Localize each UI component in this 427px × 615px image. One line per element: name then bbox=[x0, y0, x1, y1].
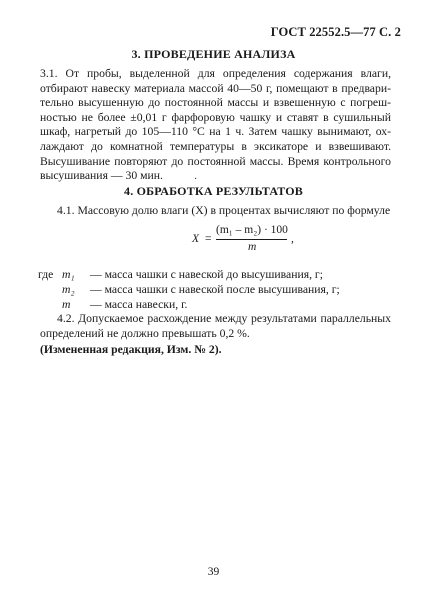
paragraph-line: отбирают навеску материала массой 40—50 г, помещают в предвари- bbox=[40, 81, 391, 95]
document-reference: ГОСТ 22552.5—77 С. 2 bbox=[270, 25, 401, 39]
definition-symbol: m₁ bbox=[62, 268, 75, 281]
definition-text: — масса чашки с навеской после высушивания, г; bbox=[90, 283, 340, 296]
definition-text: — масса чашки с навеской до высушивания, г; bbox=[90, 268, 323, 281]
definition-symbol: m₂ bbox=[62, 283, 75, 296]
page-number: 39 bbox=[207, 566, 220, 578]
paragraph-line: 4.2. Допускаемое расхождение между результатами параллельных bbox=[57, 312, 391, 325]
paragraph-line: определений не должно превышать 0,2 %. bbox=[40, 326, 250, 340]
moisture-formula bbox=[192, 222, 302, 258]
paragraph-4-2 bbox=[40, 312, 391, 341]
paragraph-line: лаждают до комнатной температуры в эксикаторе и взвешивают. bbox=[40, 139, 391, 153]
paragraph-line: высушивания — 30 мин. bbox=[40, 169, 163, 183]
paragraph-line: шкаф, нагретый до 105—110 °С на 1 ч. Затем чашку вынимают, ох- bbox=[40, 125, 391, 139]
formula-lhs: X bbox=[192, 233, 200, 245]
section-4-heading: 4. ОБРАБОТКА РЕЗУЛЬТАТОВ bbox=[124, 184, 303, 198]
paragraph-line: 3.1. От пробы, выделенной для определения содержания влаги, bbox=[40, 67, 391, 80]
amendment-note: (Измененная редакция, Изм. № 2). bbox=[40, 343, 222, 356]
definition-symbol: m bbox=[62, 298, 71, 311]
formula-intro: 4.1. Массовую долю влаги (X) в процентах вычисляют по формуле bbox=[57, 204, 391, 217]
definition-text: — масса навески, г. bbox=[90, 298, 188, 311]
definition-lead: где bbox=[38, 268, 54, 281]
formula-numerator: (m₁ – m₂) · 100 bbox=[216, 224, 288, 236]
paragraph-line: тельно высушенную до постоянной массы и взвешенную с погреш- bbox=[40, 96, 391, 110]
section-3-heading: 3. ПРОВЕДЕНИЕ АНАЛИЗА bbox=[131, 47, 296, 61]
paragraph-line: ностью не более ±0,01 г фарфоровую чашку и ставят в сушильный bbox=[40, 110, 391, 124]
formula-equals: = bbox=[205, 233, 212, 245]
section-3-paragraph bbox=[40, 67, 391, 184]
formula-denominator: m bbox=[248, 241, 257, 253]
formula-comma: , bbox=[291, 233, 294, 245]
stray-mark: · bbox=[194, 174, 198, 185]
paragraph-line: Высушивание повторяют до постоянной массы. Время контрольного bbox=[40, 154, 391, 168]
fraction-bar bbox=[216, 239, 287, 240]
